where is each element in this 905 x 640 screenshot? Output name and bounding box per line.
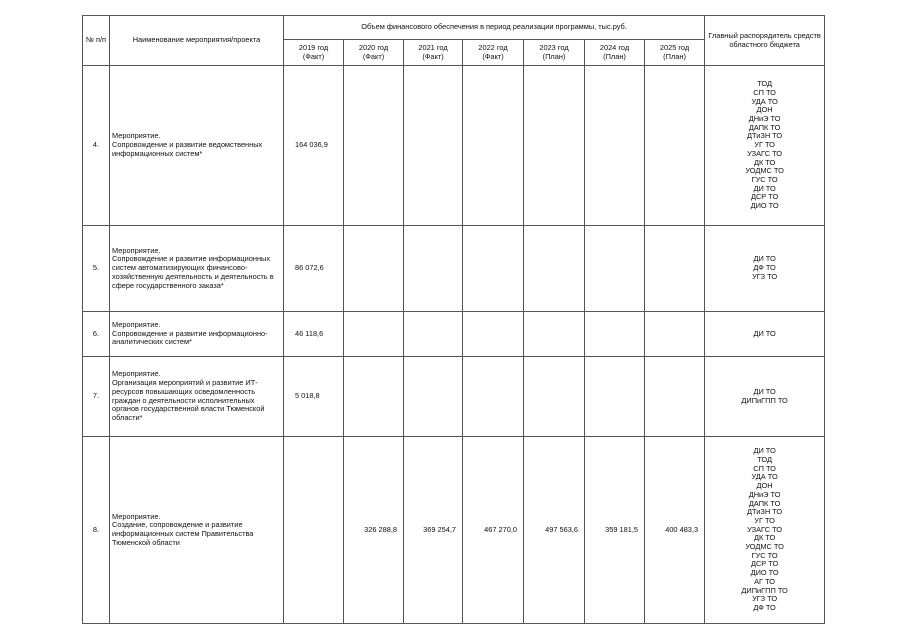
financing-value-1 xyxy=(284,437,344,624)
financing-value-7 xyxy=(645,66,705,226)
administrator-item: ДОН xyxy=(756,481,773,491)
event-name: Мероприятие. Сопровождение и развитие ведомственных информационных систем* xyxy=(110,66,284,226)
administrator-item: ДИО ТО xyxy=(750,568,779,578)
header-year-1 xyxy=(284,40,344,66)
administrator-list xyxy=(705,66,825,226)
header-year-status: (Факт) xyxy=(422,51,444,61)
administrator-item: ГУС ТО xyxy=(751,550,778,560)
budget-table-sheet xyxy=(82,15,824,623)
administrator-item: ДК ТО xyxy=(753,533,776,543)
financing-value-3: 369 254,7 xyxy=(404,437,463,624)
financing-value-5 xyxy=(524,226,585,312)
header-year-label: 2021 год xyxy=(418,42,448,52)
financing-value-1: 86 072,6 xyxy=(284,226,344,312)
header-administrator: Главный распорядитель средств областного бюджета xyxy=(705,16,825,66)
administrator-item: ДФ ТО xyxy=(753,602,776,612)
administrator-item: ДСР ТО xyxy=(750,559,779,569)
administrator-item: УГЗ ТО xyxy=(752,594,778,604)
administrator-item: ДК ТО xyxy=(753,157,776,167)
administrator-item: ДНиЭ ТО xyxy=(748,114,781,124)
header-year-status: (План) xyxy=(542,51,566,61)
header-year-label: 2025 год xyxy=(659,42,690,52)
row-number: 8. xyxy=(83,437,110,624)
header-year-5 xyxy=(524,40,585,66)
financing-value-5: 497 563,6 xyxy=(524,437,585,624)
header-year-status: (Факт) xyxy=(362,51,385,61)
administrator-item: ДАПК ТО xyxy=(748,122,781,132)
table-row xyxy=(83,66,825,226)
administrator-item: УДА ТО xyxy=(751,472,778,482)
administrator-item: ДФ ТО xyxy=(753,263,776,273)
administrator-item: ДИ ТО xyxy=(753,446,776,456)
financing-value-4: 467 270,0 xyxy=(463,437,524,624)
financing-value-3 xyxy=(404,357,463,437)
financing-value-6 xyxy=(585,226,645,312)
header-year-label: 2019 год xyxy=(298,42,329,52)
header-name: Наименование мероприятия/проекта xyxy=(110,16,284,66)
financing-value-4 xyxy=(463,66,524,226)
administrator-item: ТОД xyxy=(757,79,772,89)
financing-value-6: 359 181,5 xyxy=(585,437,645,624)
administrator-item: ДОН xyxy=(756,105,773,115)
table-row xyxy=(83,226,825,312)
financing-value-3 xyxy=(404,66,463,226)
header-year-4 xyxy=(463,40,524,66)
header-num: № п/п xyxy=(83,16,110,66)
administrator-item: ГУС ТО xyxy=(751,174,778,184)
administrator-list xyxy=(705,437,825,624)
financing-value-6 xyxy=(585,312,645,357)
administrator-item: УОДМС ТО xyxy=(745,166,784,176)
administrator-item: УГ ТО xyxy=(754,515,775,525)
header-year-status: (Факт) xyxy=(482,51,504,61)
administrator-item: ДТиЗН ТО xyxy=(747,131,783,141)
administrator-item: УОДМС ТО xyxy=(745,542,784,552)
administrator-item: ДИ ТО xyxy=(753,328,776,338)
administrator-item: УГ ТО xyxy=(754,140,775,150)
header-year-7 xyxy=(645,40,705,66)
event-name: Мероприятие. Создание, сопровождение и развитие информационных систем Правительства Тюменской области xyxy=(110,437,284,624)
financing-value-5 xyxy=(524,312,585,357)
financing-value-7 xyxy=(645,312,705,357)
financing-value-4 xyxy=(463,357,524,437)
financing-value-3 xyxy=(404,226,463,312)
financing-value-2 xyxy=(344,226,404,312)
administrator-item: УГЗ ТО xyxy=(752,271,778,281)
header-financing: Объем финансового обеспечения в период реализации программы, тыс.руб. xyxy=(284,16,705,40)
administrator-item: УДА ТО xyxy=(751,96,778,106)
administrator-item: СП ТО xyxy=(753,87,776,97)
header-year-label: 2020 год xyxy=(358,42,389,52)
financing-value-1: 164 036,9 xyxy=(284,66,344,226)
administrator-item: ДАПК ТО xyxy=(748,498,781,508)
financing-value-4 xyxy=(463,226,524,312)
administrator-item: АГ ТО xyxy=(754,576,776,586)
financing-value-7 xyxy=(645,357,705,437)
financing-value-5 xyxy=(524,66,585,226)
administrator-item: ДНиЭ ТО xyxy=(748,489,781,499)
administrator-item: ДИО ТО xyxy=(750,201,779,211)
administrator-item: УЗАГС ТО xyxy=(747,148,783,158)
header-year-3 xyxy=(404,40,463,66)
event-name: Мероприятие. Организация мероприятий и развитие ИТ-ресурсов повышающих осведомленность граждан о деятельности исполнительных органов государственной власти Тюменской области* xyxy=(110,357,284,437)
header-row-top xyxy=(83,16,825,40)
financing-value-4 xyxy=(463,312,524,357)
row-number: 5. xyxy=(83,226,110,312)
financing-value-2 xyxy=(344,312,404,357)
financing-value-6 xyxy=(585,66,645,226)
header-year-label: 2022 год xyxy=(478,42,508,52)
event-name: Мероприятие. Сопровождение и развитие информационных систем автоматизирующих финансово-хозяйственную деятельность и деятельность в сфере государственного заказа* xyxy=(110,226,284,312)
header-year-label: 2024 год xyxy=(599,42,630,52)
header-year-status: (Факт) xyxy=(302,51,325,61)
administrator-item: ДИ ТО xyxy=(753,386,776,396)
row-number: 7. xyxy=(83,357,110,437)
header-year-2 xyxy=(344,40,404,66)
administrator-item: СП ТО xyxy=(753,463,776,473)
financing-value-7 xyxy=(645,226,705,312)
administrator-item: ДИПиГПП ТО xyxy=(741,395,788,405)
header-year-status: (План) xyxy=(663,51,686,61)
financing-value-5 xyxy=(524,357,585,437)
header-year-label: 2023 год xyxy=(539,42,569,52)
header-year-6 xyxy=(585,40,645,66)
financing-value-1: 5 018,8 xyxy=(284,357,344,437)
financing-value-2: 326 288,8 xyxy=(344,437,404,624)
financing-value-3 xyxy=(404,312,463,357)
administrator-item: ТОД xyxy=(757,455,772,465)
event-name: Мероприятие. Сопровождение и развитие информационно-аналитических систем* xyxy=(110,312,284,357)
administrator-item: УЗАГС ТО xyxy=(747,524,783,534)
administrator-item: ДИПиГПП ТО xyxy=(741,585,788,595)
financing-value-7: 400 483,3 xyxy=(645,437,705,624)
row-number: 4. xyxy=(83,66,110,226)
administrator-item: ДСР ТО xyxy=(750,192,779,202)
table-row xyxy=(83,437,825,624)
financing-value-1: 46 118,6 xyxy=(284,312,344,357)
administrator-item: ДТиЗН ТО xyxy=(747,507,783,517)
administrator-item: ДИ ТО xyxy=(753,254,776,264)
administrator-item: ДИ ТО xyxy=(753,183,776,193)
table-row xyxy=(83,312,825,357)
header-year-status: (План) xyxy=(603,51,626,61)
administrator-list xyxy=(705,357,825,437)
administrator-list xyxy=(705,226,825,312)
financing-value-6 xyxy=(585,357,645,437)
financing-table xyxy=(82,15,825,624)
row-number: 6. xyxy=(83,312,110,357)
financing-value-2 xyxy=(344,357,404,437)
table-row xyxy=(83,357,825,437)
financing-value-2 xyxy=(344,66,404,226)
administrator-list xyxy=(705,312,825,357)
